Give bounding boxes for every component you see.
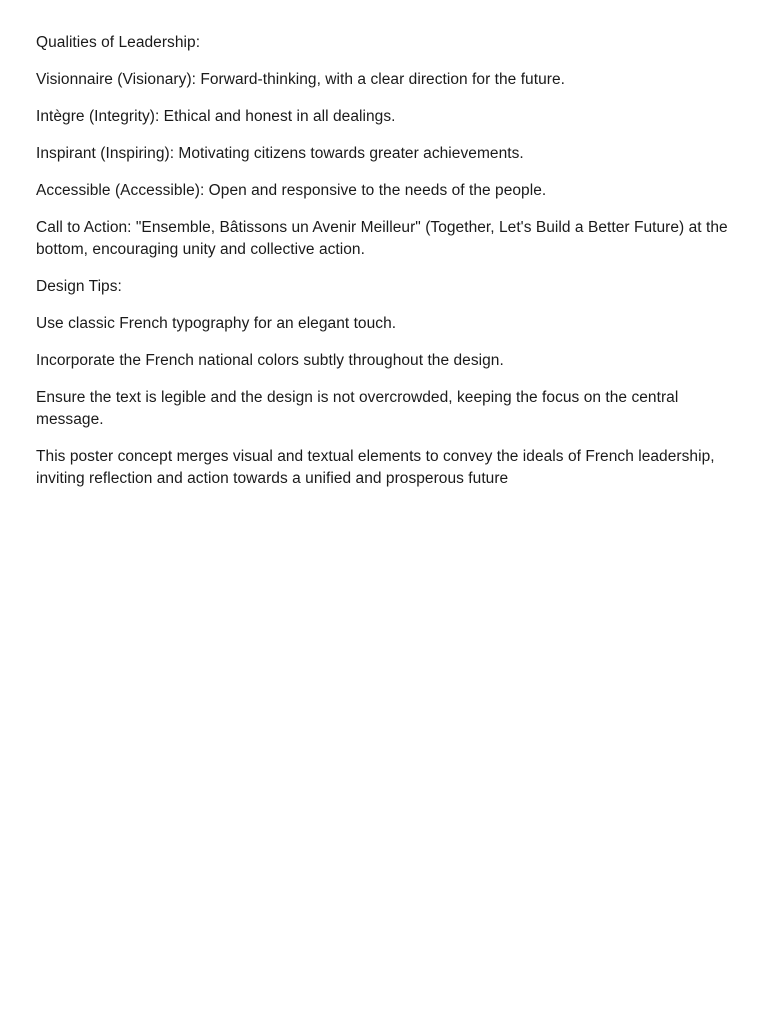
document-body (36, 32, 736, 505)
closing-paragraph: This poster concept merges visual and textual elements to convey the ideals of French leadership, inviting reflection and action towards a unified and prosperous future (36, 448, 715, 487)
quality-integrity: Intègre (Integrity): Ethical and honest in all dealings. (36, 108, 396, 125)
call-to-action-paragraph: Call to Action: "Ensemble, Bâtissons un Avenir Meilleur" (Together, Let's Build a Better Future) at the bottom, encouraging unity and collective action. (36, 219, 728, 258)
heading-design-tips: Design Tips: (36, 278, 122, 295)
heading-qualities-of-leadership: Qualities of Leadership: (36, 34, 201, 51)
design-tip-typography: Use classic French typography for an elegant touch. (36, 315, 397, 332)
quality-accessible: Accessible (Accessible): Open and responsive to the needs of the people. (36, 182, 547, 199)
design-tip-colors: Incorporate the French national colors subtly throughout the design. (36, 352, 504, 369)
design-tip-legibility: Ensure the text is legible and the design is not overcrowded, keeping the focus on the central message. (36, 389, 679, 428)
quality-visionary: Visionnaire (Visionary): Forward-thinking, with a clear direction for the future. (36, 71, 565, 88)
quality-inspiring: Inspirant (Inspiring): Motivating citizens towards greater achievements. (36, 145, 524, 162)
